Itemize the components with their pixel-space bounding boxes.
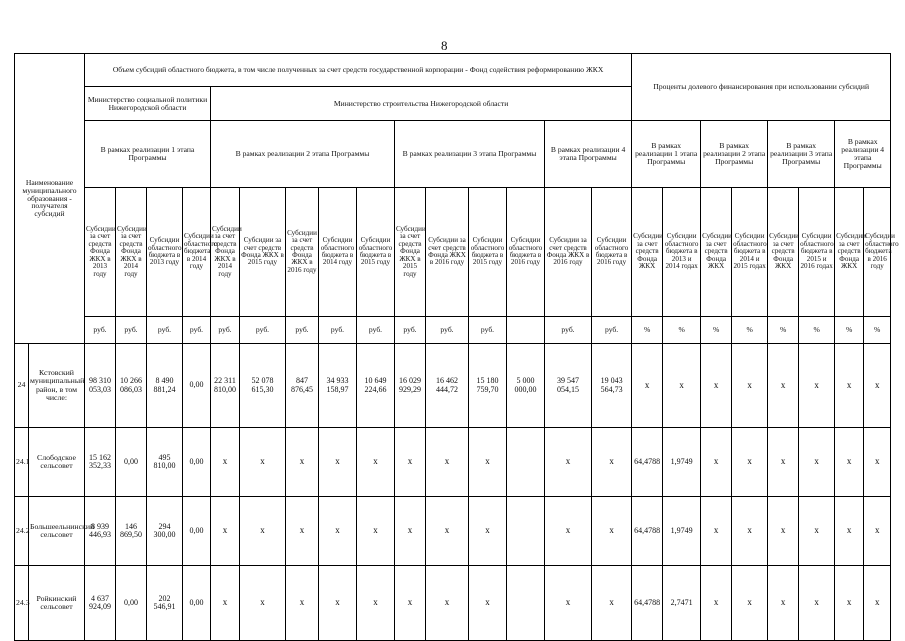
value-cell: x (864, 497, 891, 566)
value-cell: x (799, 344, 835, 428)
value-cell: x (835, 344, 864, 428)
value-cell: x (701, 497, 732, 566)
row-name: Слободское сельсовет (29, 428, 85, 497)
value-cell: x (864, 344, 891, 428)
value-cell: x (799, 428, 835, 497)
value-cell: x (357, 497, 395, 566)
value-cell: x (701, 428, 732, 497)
value-cell: x (469, 428, 507, 497)
table-row (15, 566, 891, 641)
value-cell: 0,00 (116, 566, 147, 641)
value-cell (507, 566, 545, 641)
value-cell: 16 462 444,72 (426, 344, 469, 428)
value-cell: x (835, 428, 864, 497)
value-cell: x (835, 566, 864, 641)
header-percent-share: Проценты долевого финансирования при использовании субсидий (632, 54, 891, 121)
value-cell: 4 637 924,09 (85, 566, 116, 641)
unit-cell: руб. (183, 317, 211, 344)
page-number: 8 (441, 38, 448, 53)
header-percent-stage-3: В рамках реализации 3 этапа Программы (768, 121, 835, 188)
value-cell: x (469, 566, 507, 641)
column-header: Субсидии за счет средств Фонда ЖКХ в 2014 году (116, 188, 147, 317)
value-cell: x (732, 344, 768, 428)
value-cell: x (768, 566, 799, 641)
unit-cell: руб. (147, 317, 183, 344)
column-header: Субсидии за счет средств Фонда ЖКХ в 2016 году (545, 188, 592, 317)
value-cell: x (732, 497, 768, 566)
column-header: Субсидии за счет средств Фонда ЖКХ в 2015 году (240, 188, 286, 317)
unit-cell: руб. (211, 317, 240, 344)
table-row (15, 344, 891, 428)
unit-cell: руб. (395, 317, 426, 344)
unit-cell: % (632, 317, 663, 344)
column-header: Субсидии областного бюджета в 2014 и 2015 годах (732, 188, 768, 317)
column-header: Субсидии областного бюджета в 2013 и 2014 годах (663, 188, 701, 317)
unit-cell: руб. (426, 317, 469, 344)
header-subsidy-volume: Объем субсидий областного бюджета, в том числе полученных за счет средств государственной корпорации - Фонд содействия реформированию ЖКХ (85, 54, 632, 87)
header-stage-1: В рамках реализации 1 этапа Программы (85, 121, 211, 188)
header-ministry-social: Министерство социальной политики Нижегородской области (85, 87, 211, 121)
value-cell: 34 933 158,97 (319, 344, 357, 428)
value-cell: 10 266 086,03 (116, 344, 147, 428)
value-cell: 0,00 (116, 428, 147, 497)
value-cell: x (768, 428, 799, 497)
column-header: Субсидии областного бюджета в 2016 году (592, 188, 632, 317)
value-cell: x (592, 428, 632, 497)
value-cell: x (395, 566, 426, 641)
column-header: Субсидии областного бюджета в 2013 году (147, 188, 183, 317)
header-stage-2: В рамках реализации 2 этапа Программы (211, 121, 395, 188)
header-stage-3: В рамках реализации 3 этапа Программы (395, 121, 545, 188)
value-cell: x (240, 497, 286, 566)
value-cell: x (768, 344, 799, 428)
value-cell: 19 043 564,73 (592, 344, 632, 428)
value-cell: 495 810,00 (147, 428, 183, 497)
value-cell: x (395, 497, 426, 566)
value-cell: x (426, 566, 469, 641)
value-cell: 8 490 881,24 (147, 344, 183, 428)
row-name: Кстовский муниципальный район, в том числе: (29, 344, 85, 428)
value-cell: x (701, 566, 732, 641)
column-header: Субсидии областного бюджета в 2015 году (469, 188, 507, 317)
value-cell: 0,00 (183, 344, 211, 428)
header-percent-stage-2: В рамках реализации 2 этапа Программы (701, 121, 768, 188)
unit-cell: руб. (545, 317, 592, 344)
row-index: 24.2 (15, 497, 29, 566)
unit-cell: руб. (240, 317, 286, 344)
value-cell: x (545, 497, 592, 566)
value-cell: x (240, 428, 286, 497)
value-cell: 64,4788 (632, 428, 663, 497)
row-index: 24.3 (15, 566, 29, 641)
header-ministry-construction: Министерство строительства Нижегородской области (211, 87, 632, 121)
table-row (15, 497, 891, 566)
column-header: Субсидии за счет средств Фонда ЖКХ (701, 188, 732, 317)
unit-cell: руб. (357, 317, 395, 344)
value-cell: 0,00 (183, 497, 211, 566)
value-cell: x (319, 497, 357, 566)
value-cell: x (732, 428, 768, 497)
unit-cell: руб. (319, 317, 357, 344)
table-row (15, 428, 891, 497)
value-cell: 202 546,91 (147, 566, 183, 641)
column-header: Субсидии областного бюджета в 2014 году (183, 188, 211, 317)
value-cell: x (319, 428, 357, 497)
value-cell: 10 649 224,66 (357, 344, 395, 428)
value-cell: x (211, 566, 240, 641)
unit-cell: % (701, 317, 732, 344)
unit-cell: % (799, 317, 835, 344)
value-cell: x (211, 428, 240, 497)
column-header: Субсидии за счет средств Фонда ЖКХ в 2015 году (395, 188, 426, 317)
value-cell: 8 939 446,93 (85, 497, 116, 566)
value-cell: x (799, 497, 835, 566)
value-cell: x (286, 566, 319, 641)
value-cell (507, 497, 545, 566)
column-header: Субсидии за счет средств Фонда ЖКХ (835, 188, 864, 317)
value-cell: 1,9749 (663, 428, 701, 497)
column-header: Субсидии за счет средств Фонда ЖКХ в 2016 году (426, 188, 469, 317)
value-cell: 39 547 054,15 (545, 344, 592, 428)
value-cell: x (426, 428, 469, 497)
value-cell: x (545, 566, 592, 641)
value-cell: x (286, 497, 319, 566)
value-cell: 15 162 352,33 (85, 428, 116, 497)
unit-cell: руб. (85, 317, 116, 344)
column-header: Субсидии за счет средств Фонда ЖКХ в 2016 году (286, 188, 319, 317)
value-cell: 64,4788 (632, 497, 663, 566)
unit-cell: % (768, 317, 799, 344)
row-index: 24 (15, 344, 29, 428)
value-cell: 847 876,45 (286, 344, 319, 428)
header-percent-stage-4: В рамках реализации 4 этапа Программы (835, 121, 891, 188)
value-cell: x (663, 344, 701, 428)
unit-cell: % (732, 317, 768, 344)
value-cell: x (469, 497, 507, 566)
value-cell: x (426, 497, 469, 566)
header-name-column: Наименование муниципального образования - получателя субсидий (15, 54, 85, 344)
header-percent-stage-1: В рамках реализации 1 этапа Программы (632, 121, 701, 188)
unit-cell: % (663, 317, 701, 344)
value-cell: 0,00 (183, 566, 211, 641)
value-cell: x (211, 497, 240, 566)
column-header: Субсидии областного бюджета в 2016 году (507, 188, 545, 317)
value-cell: 15 180 759,70 (469, 344, 507, 428)
value-cell: x (768, 497, 799, 566)
value-cell: 64,4788 (632, 566, 663, 641)
column-header: Субсидии областного бюджета в 2015 и 2016 годах (799, 188, 835, 317)
column-header: Субсидии за счет средств Фонда ЖКХ в 2014 году (211, 188, 240, 317)
column-header: Субсидии за счет средств Фонда ЖКХ в 2013 году (85, 188, 116, 317)
value-cell: x (592, 566, 632, 641)
row-index: 24.1 (15, 428, 29, 497)
unit-cell: руб. (592, 317, 632, 344)
value-cell: 16 029 929,29 (395, 344, 426, 428)
value-cell: x (732, 566, 768, 641)
unit-cell: % (864, 317, 891, 344)
column-header: Субсидии областного бюджета в 2014 году (319, 188, 357, 317)
value-cell: x (545, 428, 592, 497)
unit-cell: руб. (469, 317, 507, 344)
value-cell: x (701, 344, 732, 428)
value-cell: 22 311 810,00 (211, 344, 240, 428)
value-cell (507, 428, 545, 497)
value-cell: x (592, 497, 632, 566)
value-cell: x (357, 566, 395, 641)
value-cell: x (835, 497, 864, 566)
value-cell: x (864, 566, 891, 641)
value-cell: x (395, 428, 426, 497)
header-stage-4: В рамках реализации 4 этапа Программы (545, 121, 632, 188)
unit-cell: руб. (286, 317, 319, 344)
unit-cell: руб. (116, 317, 147, 344)
subsidy-table (14, 53, 899, 641)
value-cell: 5 000 000,00 (507, 344, 545, 428)
value-cell: 52 078 615,30 (240, 344, 286, 428)
column-header: Субсидии областного бюджета в 2016 году (864, 188, 891, 317)
value-cell: 0,00 (183, 428, 211, 497)
unit-cell (507, 317, 545, 344)
value-cell: 146 869,50 (116, 497, 147, 566)
value-cell: 294 300,00 (147, 497, 183, 566)
row-name: Большеельнинский сельсовет (29, 497, 85, 566)
column-header: Субсидии областного бюджета в 2015 году (357, 188, 395, 317)
row-name: Ройкинский сельсовет (29, 566, 85, 641)
value-cell: x (286, 428, 319, 497)
column-header: Субсидии за счет средств Фонда ЖКХ (768, 188, 799, 317)
unit-cell: % (835, 317, 864, 344)
value-cell: 1,9749 (663, 497, 701, 566)
column-header: Субсидии за счет средств Фонда ЖКХ (632, 188, 663, 317)
value-cell: x (319, 566, 357, 641)
value-cell: x (864, 428, 891, 497)
value-cell: x (357, 428, 395, 497)
value-cell: x (240, 566, 286, 641)
value-cell: 98 310 053,03 (85, 344, 116, 428)
value-cell: 2,7471 (663, 566, 701, 641)
value-cell: x (632, 344, 663, 428)
value-cell: x (799, 566, 835, 641)
